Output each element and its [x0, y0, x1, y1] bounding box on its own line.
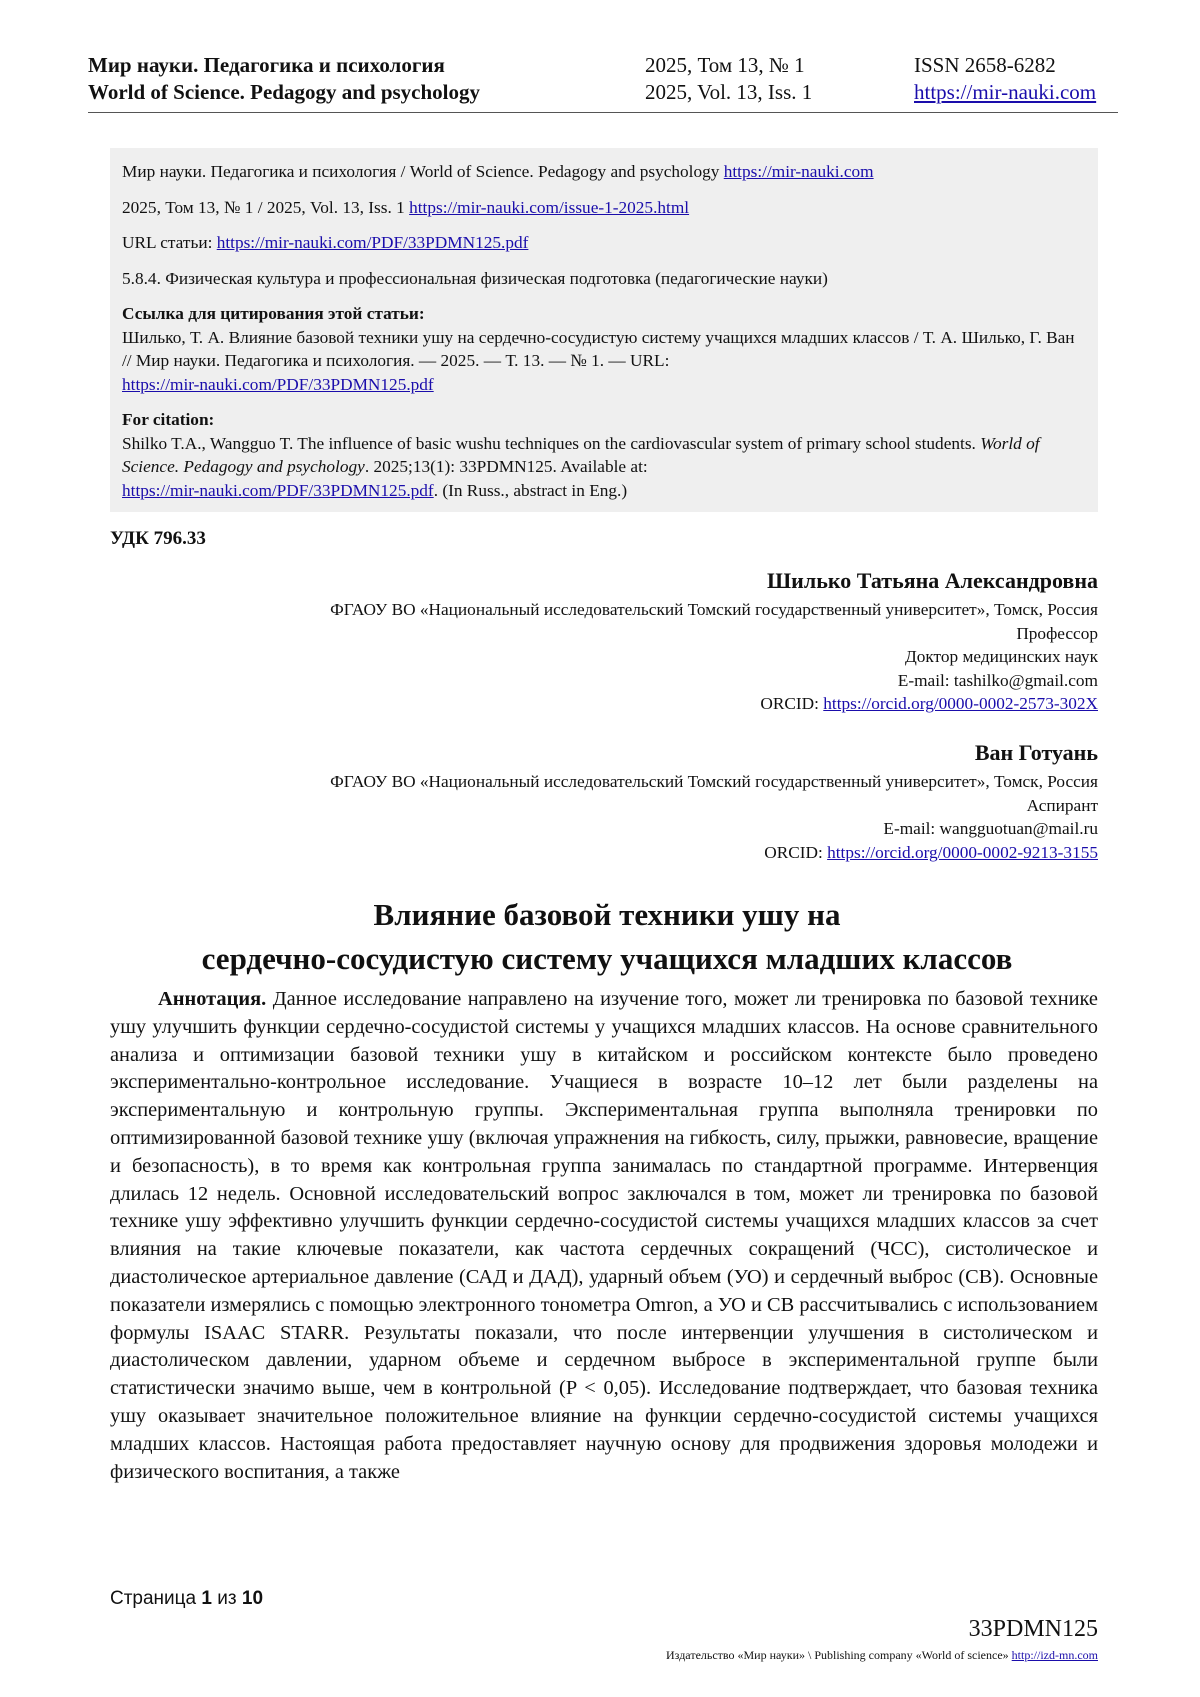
info-journal-text: Мир науки. Педагогика и психология / World of Science. Pedagogy and psychology: [122, 162, 724, 181]
issue-ru: 2025, Том 13, № 1: [645, 53, 805, 77]
cite-ru-body: [122, 326, 1086, 397]
title-line-1: Влияние базовой техники ушу на: [373, 897, 841, 932]
abstract-text: Данное исследование направлено на изучение того, может ли тренировка по базовой технике ушу улучшить функции сердечно-сосудистой системы у учащихся младших классов. На основе сравнительного анализа и оптимизации базовой техники ушу в китайском и российском контексте было проведено экспериментально-контрольное исследование. Учащиеся в возрасте 10–12 лет были разделены на экспериментальную и контрольную группы. Экспериментальная группа выполняла тренировки по оптимизированной базовой технике ушу (включая упражнения на гибкость, силу, прыжки, равновесие, вращение и безопасность), в то время как контрольная группа занималась по стандартной программе. Интервенция длилась 12 недель. Основной исследовательский вопрос заключался в том, может ли тренировка по базовой технике ушу эффективно улучшить функции сердечно-сосудистой системы учащихся младших классов за счет влияния на такие ключевые показатели, как частота сердечных сокращений (ЧСС), систолическое и диастолическое артериальное давление (САД и ДАД), ударный объем (УО) и сердечный выброс (СВ). Основные показатели измерялись с помощью электронного тонометра Omron, а УО и СВ рассчитывались с использованием формулы ISAAC STARR. Результаты показали, что после интервенции улучшения в систолическом и диастолическом давлении, ударном объеме и сердечном выбросе в экспериментальной группе были статистически значимо выше, чем в контрольной (P < 0,05). Исследование подтверждает, что базовая техника ушу оказывает значительное положительное влияние на функции сердечно-сосудистой системы учащихся младших классов. Настоящая работа предоставляет научную основу для продвижения здоровья молодежи и физического воспитания, а также: [110, 988, 1098, 1483]
cite-en-text-a: Shilko T.A., Wangguo T. The influence of basic wushu techniques on the cardiovascular system of primary school students.: [122, 433, 981, 453]
author-orcid: [330, 841, 1098, 865]
header-row-en: [88, 79, 1118, 106]
page-number: [110, 1588, 263, 1610]
author-email: E-mail: tashilko@gmail.com: [897, 670, 1098, 690]
title-line-2: сердечно-сосудистую систему учащихся младших классов: [201, 941, 1013, 976]
cite-en-journal: World of Science. Pedagogy and psychology: [122, 433, 1040, 476]
cite-en-body: [122, 432, 1086, 503]
issn: ISSN 2658-6282: [914, 53, 1056, 77]
page-prefix: Страница: [110, 1588, 202, 1609]
author-degree: Доктор медицинских наук: [904, 647, 1098, 667]
author-name: Шилько Татьяна Александровна: [767, 568, 1098, 593]
cite-en-text-b: . 2025;13(1): 33PDMN125. Available at:: [364, 457, 648, 476]
cite-en-link[interactable]: https://mir-nauki.com/PDF/33PDMN125.pdf: [122, 480, 434, 500]
author-email: E-mail: wangguotuan@mail.ru: [883, 819, 1098, 839]
page-total: 10: [241, 1588, 264, 1609]
journal-name-ru: Мир науки. Педагогика и психология: [88, 53, 445, 77]
info-journal-link[interactable]: https://mir-nauki.com: [723, 162, 874, 181]
author-affiliation: ФГАОУ ВО «Национальный исследовательский Томский государственный университет», Томск, Россия: [330, 600, 1098, 619]
orcid-label: ORCID:: [760, 694, 824, 714]
page-mid: из: [211, 1588, 242, 1609]
cite-en-text-c: . (In Russ., abstract in Eng.): [433, 480, 628, 500]
header-row-ru: [88, 52, 1118, 79]
orcid-link[interactable]: https://orcid.org/0000-0002-9213-3155: [827, 842, 1098, 862]
issue-en: 2025, Vol. 13, Iss. 1: [645, 80, 813, 104]
orcid-label: ORCID:: [764, 842, 828, 862]
cite-en-label-text: For citation:: [122, 410, 215, 429]
page-current: 1: [201, 1588, 212, 1609]
author-position: Аспирант: [1026, 795, 1098, 815]
info-url-line: [122, 231, 1086, 255]
cite-ru-text: Шилько, Т. А. Влияние базовой техники ушу на сердечно-сосудистую систему учащихся младших классов / Т. А. Шилько, Г. Ван // Мир науки. Педагогика и психология. — 2025. — Т. 13. — № 1. — URL:: [122, 327, 1075, 370]
cite-ru-link[interactable]: https://mir-nauki.com/PDF/33PDMN125.pdf: [122, 374, 434, 394]
article-code: 33PDMN125: [968, 1616, 1098, 1642]
info-issue-line: [122, 196, 1086, 220]
info-journal-line: [122, 160, 1086, 184]
publisher-link[interactable]: http://izd-mn.com: [1011, 1648, 1098, 1662]
info-url-label: URL статьи:: [122, 233, 217, 252]
author-block-1: [330, 566, 1098, 716]
cite-ru-label: [122, 302, 1086, 326]
info-issue-text: 2025, Том 13, № 1 / 2025, Vol. 13, Iss. 1: [122, 197, 410, 217]
abstract-label: Аннотация.: [158, 988, 267, 1010]
author-block-2: [330, 738, 1098, 864]
article-info-box: [110, 148, 1098, 512]
publisher-text: Издательство «Мир науки» \ Publishing company «World of science»: [666, 1648, 1012, 1662]
orcid-link[interactable]: https://orcid.org/0000-0002-2573-302X: [823, 694, 1098, 714]
udk-code: УДК 796.33: [110, 528, 206, 549]
author-name: Ван Готуань: [974, 740, 1098, 765]
cite-en-label: [122, 408, 1086, 432]
journal-header: [88, 52, 1118, 106]
author-position: Профессор: [1016, 623, 1098, 643]
header-divider: [88, 112, 1118, 113]
author-affiliation: ФГАОУ ВО «Национальный исследовательский Томский государственный университет», Томск, Россия: [330, 772, 1098, 791]
cite-ru-label-text: Ссылка для цитирования этой статьи:: [122, 304, 425, 323]
abstract: [110, 986, 1098, 1486]
article-title: [0, 893, 1200, 981]
journal-name-en: World of Science. Pedagogy and psychology: [88, 80, 481, 104]
info-specialty: 5.8.4. Физическая культура и профессиональная физическая подготовка (педагогические науки): [122, 268, 828, 288]
info-issue-link[interactable]: https://mir-nauki.com/issue-1-2025.html: [409, 197, 690, 217]
author-orcid: [330, 692, 1098, 716]
info-url-link[interactable]: https://mir-nauki.com/PDF/33PDMN125.pdf: [216, 233, 529, 252]
publisher-line: [666, 1648, 1098, 1663]
site-link[interactable]: https://mir-nauki.com: [914, 80, 1097, 104]
